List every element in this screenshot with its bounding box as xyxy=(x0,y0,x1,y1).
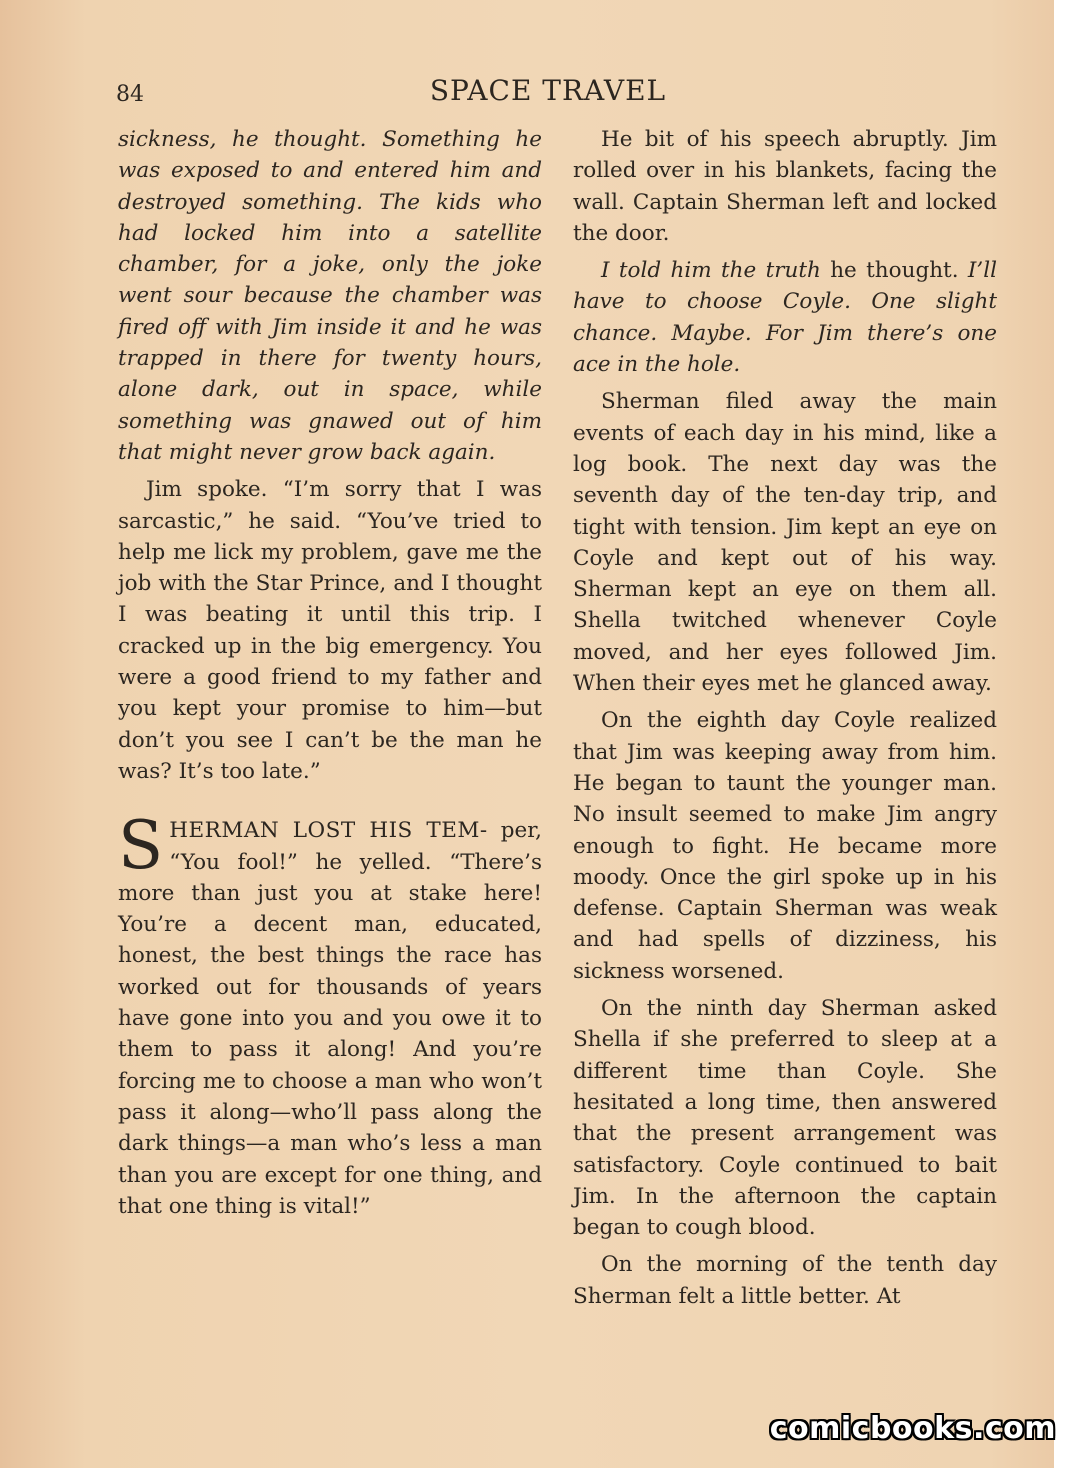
italic-text: I told him the truth xyxy=(601,258,821,284)
plain-text: he thought. xyxy=(820,258,968,284)
paragraph: He bit of his speech abruptly. Jim rolled over in his blankets, facing the wall. Captain Sherman left and locked the door. xyxy=(573,127,997,246)
right-column xyxy=(573,124,997,1318)
paragraph: Sherman filed away the main events of each day in his mind, like a log book. The next day was the seventh day of the ten-day trip, and tight with tension. Jim kept an eye on Coyle and kept out of his way. Sherman kept an eye on them all. Shella twitched whenever Coyle moved, and her eyes followed Jim. When their eyes met he glanced away. xyxy=(573,389,997,697)
paragraph: On the eighth day Coyle realized that Jim was keeping away from him. He began to taunt the younger man. No insult seemed to make Jim angry enough to fight. He became more moody. Once the girl spoke up in his defense. Captain Sherman was weak and had spells of dizziness, his sickness worsened. xyxy=(573,708,997,984)
left-column xyxy=(118,124,542,1228)
paragraph: Jim spoke. “I’m sorry that I was sarcastic,” he said. “You’ve tried to help me lick my problem, gave me the job with the Star Prince, and I thought I was beating it until this trip. I cracked up in the big emergency. You were a good friend to my father and you kept your promise to him—but don’t you see I can’t be the man he was? It’s too late.” xyxy=(118,477,542,784)
section-text: per, “You fool!” he yelled. “There’s more than just you at stake here! You’re a decent man, educated, honest, the best things the race has worked out for thousands of years have gone into you and you owe it to them to pass it along! And you’re forcing me to choose a man who won’t pass it along—who’ll pass along the dark things—a man who’s less a man than you are except for one thing, and that one thing is vital!” xyxy=(118,818,542,1219)
watermark: comicbooks.com xyxy=(769,1411,1056,1446)
paragraph xyxy=(573,255,997,380)
page-header xyxy=(108,70,988,110)
running-title: SPACE TRAVEL xyxy=(429,74,667,107)
paragraph: On the morning of the tenth day Sherman felt a little better. At xyxy=(573,1252,997,1309)
paragraph: sickness, he thought. Something he was exposed to and entered him and destroyed something. The kids who had locked him into a satellite chamber, for a joke, only the joke went sour because the chamber was fired off with Jim inside it and he was trapped in there for twenty hours, alone dark, out in space, while something was gnawed out of him that might never grow back again. xyxy=(118,127,542,465)
page-number: 84 xyxy=(116,82,144,107)
section-lead-caps: HERMAN LOST HIS TEM- xyxy=(169,818,488,844)
drop-cap: S xyxy=(118,807,164,885)
section-paragraph xyxy=(118,807,542,1222)
scan-margin xyxy=(1054,0,1074,1468)
paragraph: On the ninth day Sherman asked Shella if she preferred to sleep at a different time than Coyle. She hesitated a long time, then answered that the present arrangement was satisfactory. Coyle continued to bait Jim. In the afternoon the captain began to cough blood. xyxy=(573,996,997,1241)
italic-text: I’ll have to choose Coyle. One slight chance. Maybe. For Jim there’s one ace in the hole. xyxy=(573,258,998,378)
